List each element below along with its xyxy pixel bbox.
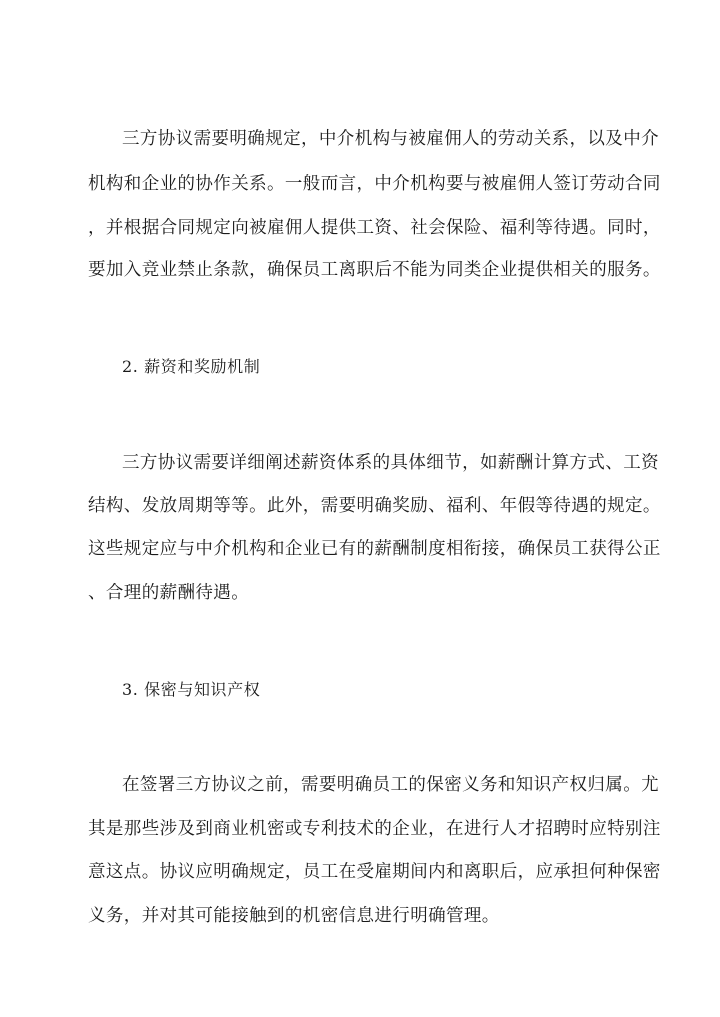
paragraph-line: 机构和企业的协作关系。一般而言，中介机构要与被雇佣人签订劳动合同 [88, 174, 661, 194]
paragraph-line: 其是那些涉及到商业机密或专利技术的企业，在进行人才招聘时应特别注 [88, 819, 661, 839]
paragraph-line: 三方协议需要详细阐述薪资体系的具体细节，如薪酬计算方式、工资 [122, 453, 659, 473]
paragraph-line: 要加入竞业禁止条款，确保员工离职后不能为同类企业提供相关的服务。 [88, 260, 661, 280]
paragraph-line: 、合理的薪酬待遇。 [88, 583, 250, 603]
paragraph-line: 在签署三方协议之前，需要明确员工的保密义务和知识产权归属。尤 [122, 775, 659, 795]
paragraph-line: 结构、发放周期等等。此外，需要明确奖励、福利、年假等待遇的规定。 [88, 496, 661, 516]
paragraph-line: 意这点。协议应明确规定，员工在受雇期间内和离职后，应承担何种保密 [88, 862, 661, 882]
paragraph-line: 这些规定应与中介机构和企业已有的薪酬制度相衔接，确保员工获得公正 [88, 539, 661, 559]
paragraph-line: 三方协议需要明确规定，中介机构与被雇佣人的劳动关系，以及中介 [122, 129, 659, 149]
paragraph-line: 义务，并对其可能接触到的机密信息进行明确管理。 [88, 906, 500, 926]
section-heading-confidentiality: 3. 保密与知识产权 [122, 680, 261, 699]
paragraph-line: ，并根据合同规定向被雇佣人提供工资、社会保险、福利等待遇。同时， [88, 218, 661, 238]
section-heading-salary: 2. 薪资和奖励机制 [122, 357, 261, 376]
